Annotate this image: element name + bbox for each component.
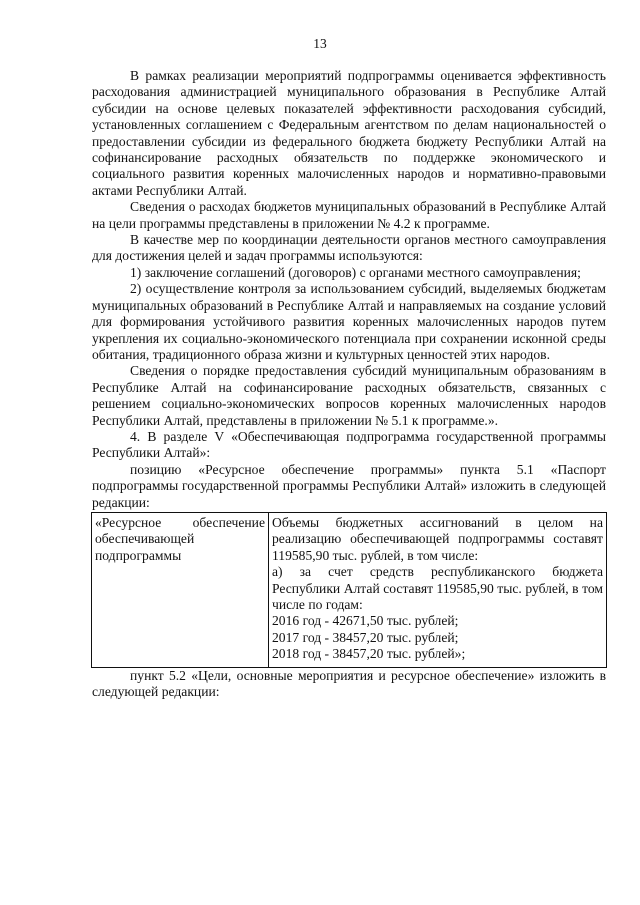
paragraph-section-v: 4. В разделе V «Обеспечивающая подпрограмма государственной программы Республики Алтай»: <box>92 428 606 461</box>
paragraph-subsidy-efficiency: В рамках реализации мероприятий подпрограммы оценивается эффективность расходования администрацией муниципального образования в Республике Алтай субсидии на основе целевых показателей эффективности расходования субсидий, установленных соглашением с Федеральным агентством по делам национальностей о предоставлении субсидии из федерального бюджета бюджету Республики Алтай на софинансирование расходных обязательств по поддержке экономического и социального развития коренных малочисленных народов и нормативно-правовыми актами Республики Алтай. <box>92 68 606 198</box>
page-number: 13 <box>313 36 327 51</box>
list-item-control: 2) осуществление контроля за использованием субсидий, выделяемых бюджетам муниципальных образований в Республике Алтай и направляемых на создание условий для формирования устойчивого развития коренных малочисленных народов путем укрепления их социально-экономического потенциала при сохранении исконной среды обитания, традиционного образа жизни и культурных ценностей этих народов. <box>92 281 606 362</box>
table-text-year-2018: 2018 год - 38457,20 тыс. рублей»; <box>272 646 466 662</box>
document-body <box>92 68 606 700</box>
table-text-year-2017: 2017 год - 38457,20 тыс. рублей; <box>272 629 459 645</box>
table-cell-label: «Ресурсное обеспечение обеспечивающей подпрограммы <box>92 512 269 667</box>
paragraph-position-5-1: позицию «Ресурсное обеспечение программы» пункта 5.1 «Паспорт подпрограммы государственной программы Республики Алтай» изложить в следующей редакции: <box>92 461 606 510</box>
paragraph-municipal-budgets: Сведения о расходах бюджетов муниципальных образований в Республике Алтай на цели программы представлены в приложении № 4.2 к программе. <box>92 199 606 231</box>
table-text-republic-budget: а) за счет средств республиканского бюджета Республики Алтай составят 119585,90 тыс. рублей, в том числе по годам: <box>272 564 603 612</box>
table-cell-value <box>269 512 607 667</box>
resource-table <box>91 512 607 668</box>
table-text-total: Объемы бюджетных ассигнований в целом на реализацию обеспечивающей подпрограммы составят 119585,90 тыс. рублей, в том числе: <box>272 514 603 563</box>
list-item-agreements: 1) заключение соглашений (договоров) с органами местного самоуправления; <box>130 264 581 280</box>
table-row <box>92 512 607 667</box>
paragraph-subsidy-procedure: Сведения о порядке предоставления субсидий муниципальным образованиям в Республике Алтай на софинансирование расходных обязательств, связанных с решением социально-экономических вопросов коренных малочисленных народов Республики Алтай, представлены в приложении № 5.1 к программе.». <box>92 363 606 428</box>
table-text-year-2016: 2016 год - 42671,50 тыс. рублей; <box>272 613 459 629</box>
paragraph-point-5-2: пункт 5.2 «Цели, основные мероприятия и ресурсное обеспечение» изложить в следующей редакции: <box>92 667 606 700</box>
paragraph-coordination-measures: В качестве мер по координации деятельности органов местного самоуправления для достижения целей и задач программы используются: <box>92 232 606 264</box>
